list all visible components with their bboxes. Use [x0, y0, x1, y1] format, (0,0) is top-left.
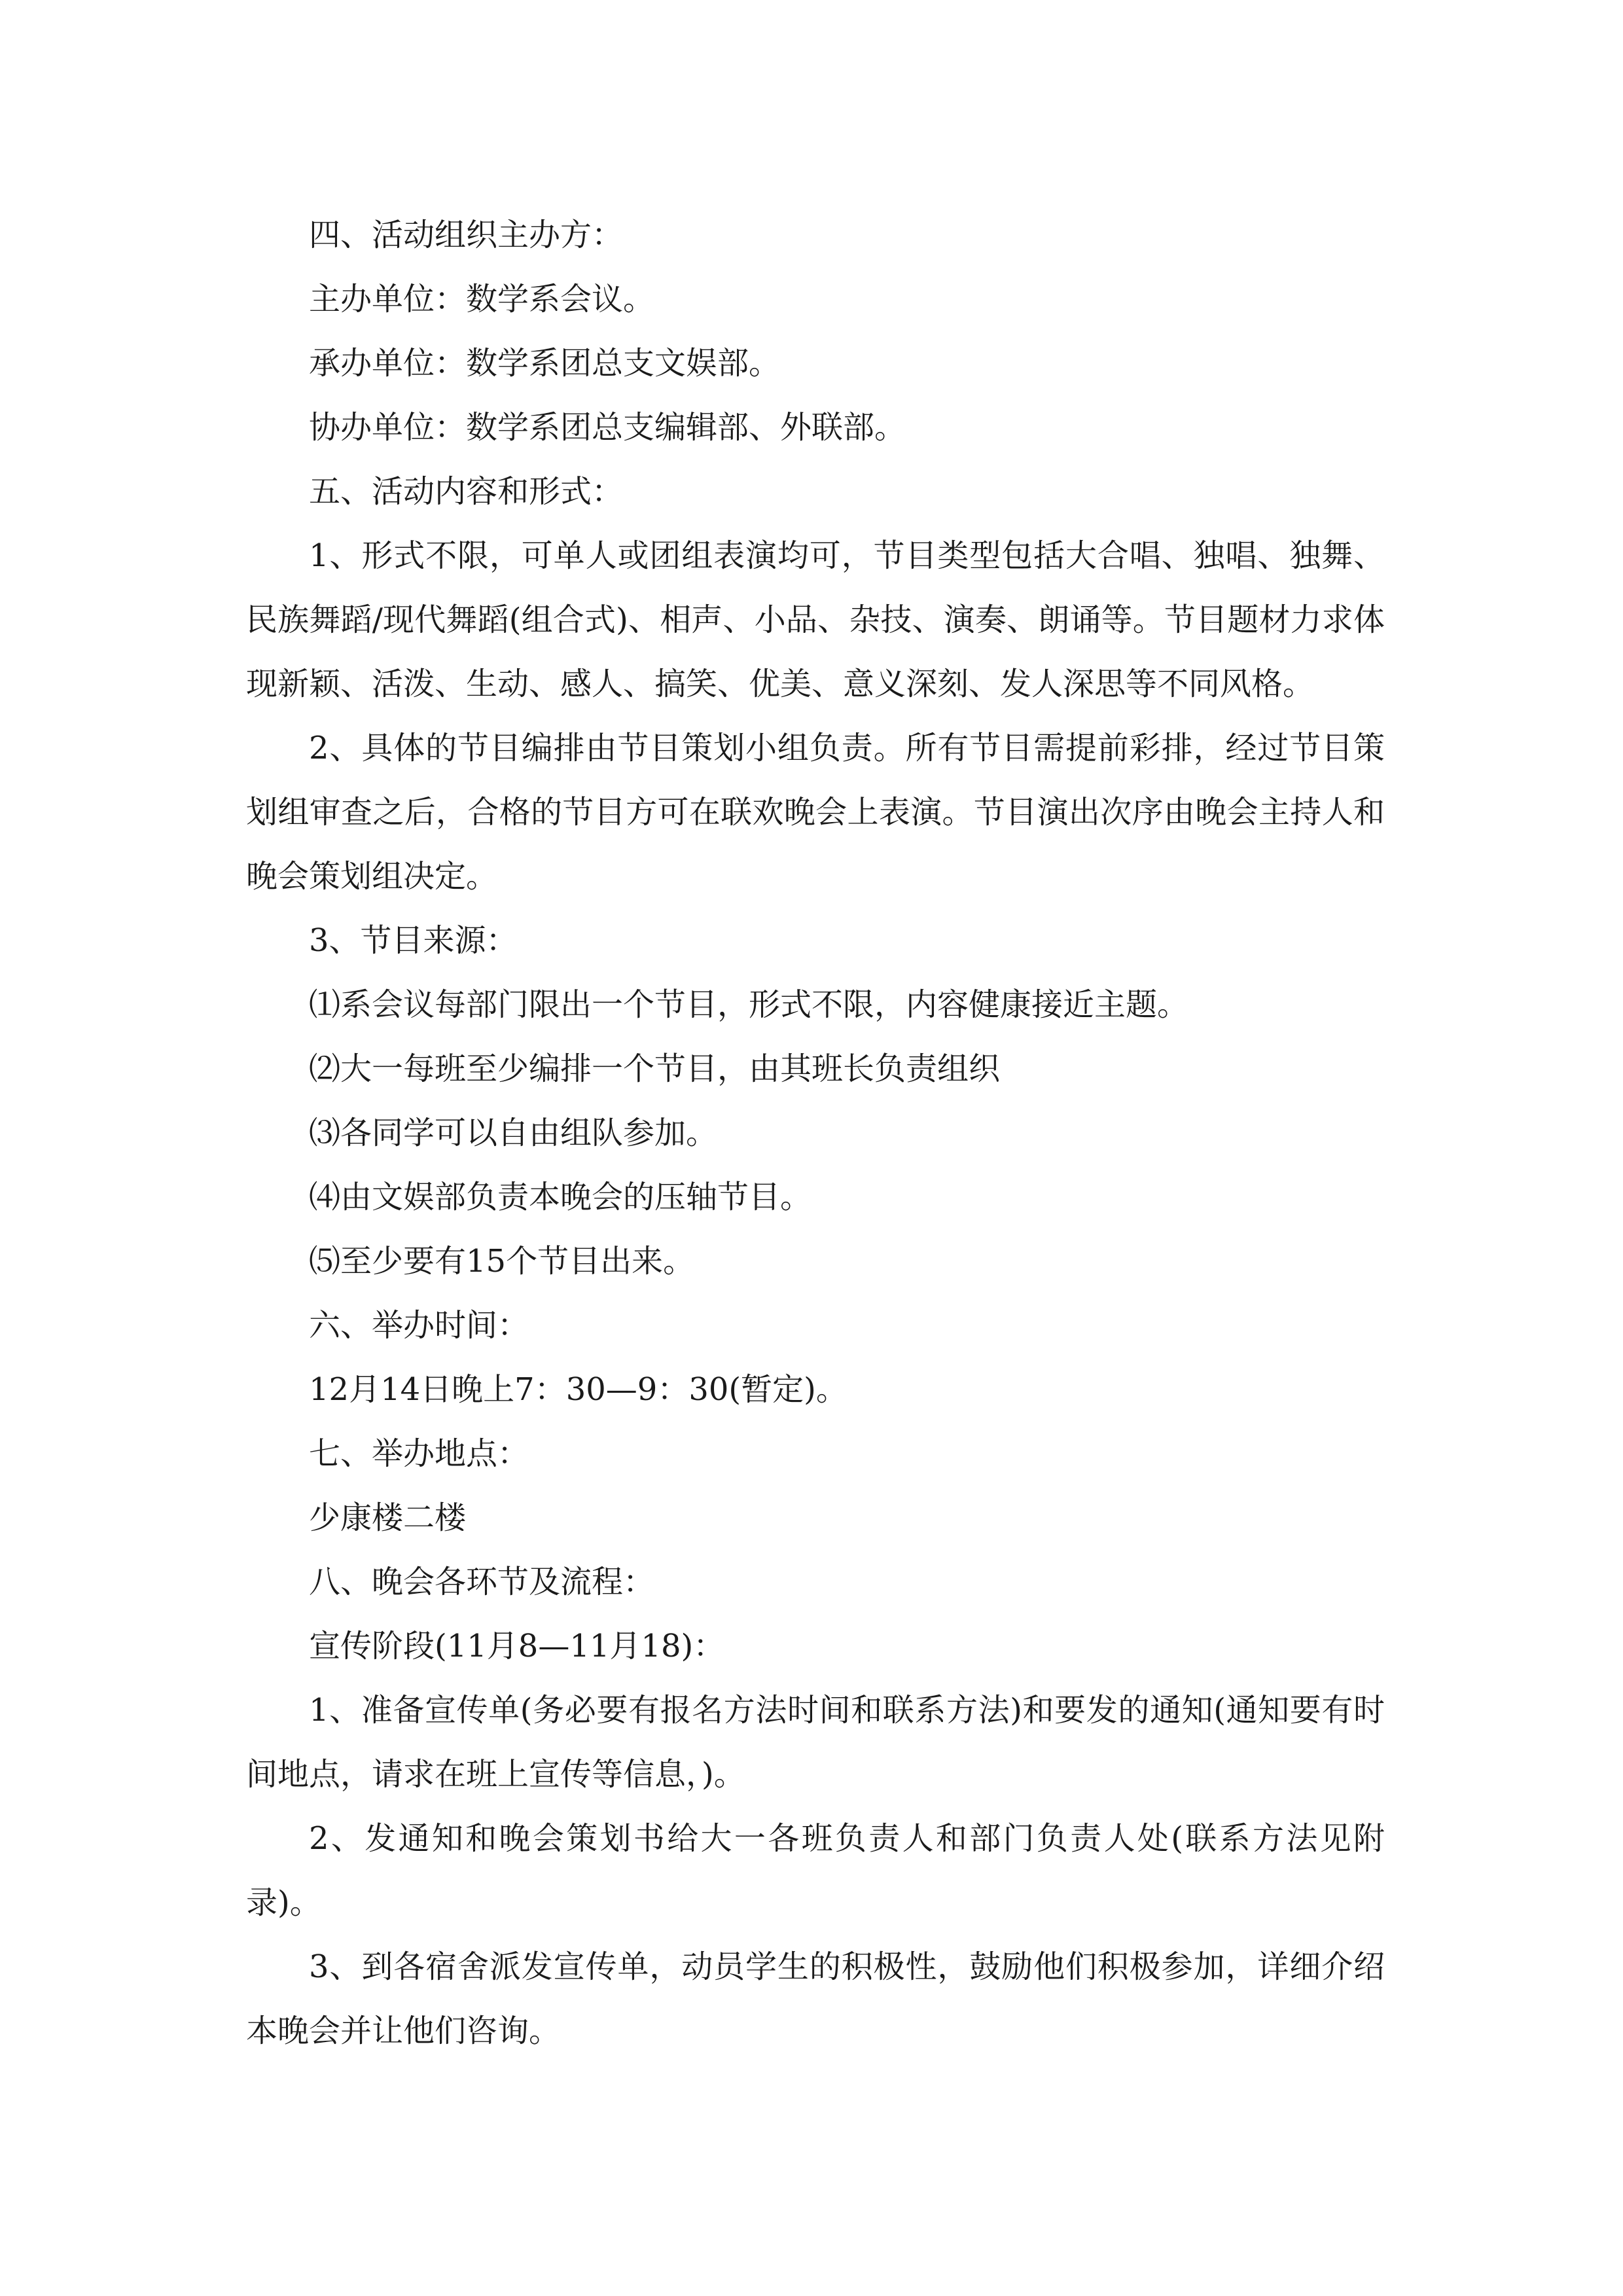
heading-organizers: 四、活动组织主办方： [309, 217, 624, 253]
co-organizing-unit: 协办单位：数学系团总支编辑部、外联部。 [309, 409, 906, 446]
source-item-2: ⑵大一每班至少编排一个节目，由其班长负责组织 [309, 1050, 1001, 1087]
promotion-item-1: 1、准备宣传单(务必要有报名方法时间和联系方法)和要发的通知(通知要有时间地点，请求在班上宣传等信息，)。 [246, 1692, 1385, 1793]
promotion-stage: 宣传阶段(11月8—11月18)： [309, 1628, 725, 1664]
document-body [246, 203, 1385, 2063]
heading-content-form: 五、活动内容和形式： [309, 473, 624, 510]
promotion-item-3: 3、到各宿舍派发宣传单，动员学生的积极性，鼓励他们积极参加，详细介绍本晚会并让他们咨询。 [246, 1948, 1385, 2049]
heading-venue: 七、举办地点： [309, 1435, 529, 1472]
event-venue: 少康楼二楼 [309, 1499, 467, 1536]
content-item-2: 2、具体的节目编排由节目策划小组负责。所有节目需提前彩排，经过节目策划组审查之后，合格的节目方可在联欢晚会上表演。节目演出次序由晚会主持人和晚会策划组决定。 [246, 730, 1385, 895]
promotion-item-2: 2、发通知和晚会策划书给大一各班负责人和部门负责人处(联系方法见附录)。 [246, 1820, 1385, 1921]
host-unit: 主办单位：数学系会议。 [309, 281, 655, 317]
content-item-1: 1、形式不限，可单人或团组表演均可，节目类型包括大合唱、独唱、独舞、民族舞蹈/现代舞蹈(组合式)、相声、小品、杂技、演奏、朗诵等。节目题材力求体现新颖、活泼、生动、感人、搞笑、优美、意义深刻、发人深思等不同风格。 [246, 537, 1385, 702]
source-item-1: ⑴系会议每部门限出一个节目，形式不限，内容健康接近主题。 [309, 986, 1189, 1023]
event-time: 12月14日晚上7：30—9：30(暂定)。 [309, 1371, 847, 1408]
content-item-3: 3、节目来源： [309, 922, 518, 959]
heading-process: 八、晚会各环节及流程： [309, 1564, 655, 1600]
source-item-4: ⑷由文娱部负责本晚会的压轴节目。 [309, 1179, 812, 1215]
source-item-3: ⑶各同学可以自由组队参加。 [309, 1115, 718, 1151]
organizing-unit: 承办单位：数学系团总支文娱部。 [309, 345, 781, 382]
source-item-5: ⑸至少要有15个节目出来。 [309, 1243, 695, 1280]
heading-time: 六、举办时间： [309, 1307, 529, 1344]
